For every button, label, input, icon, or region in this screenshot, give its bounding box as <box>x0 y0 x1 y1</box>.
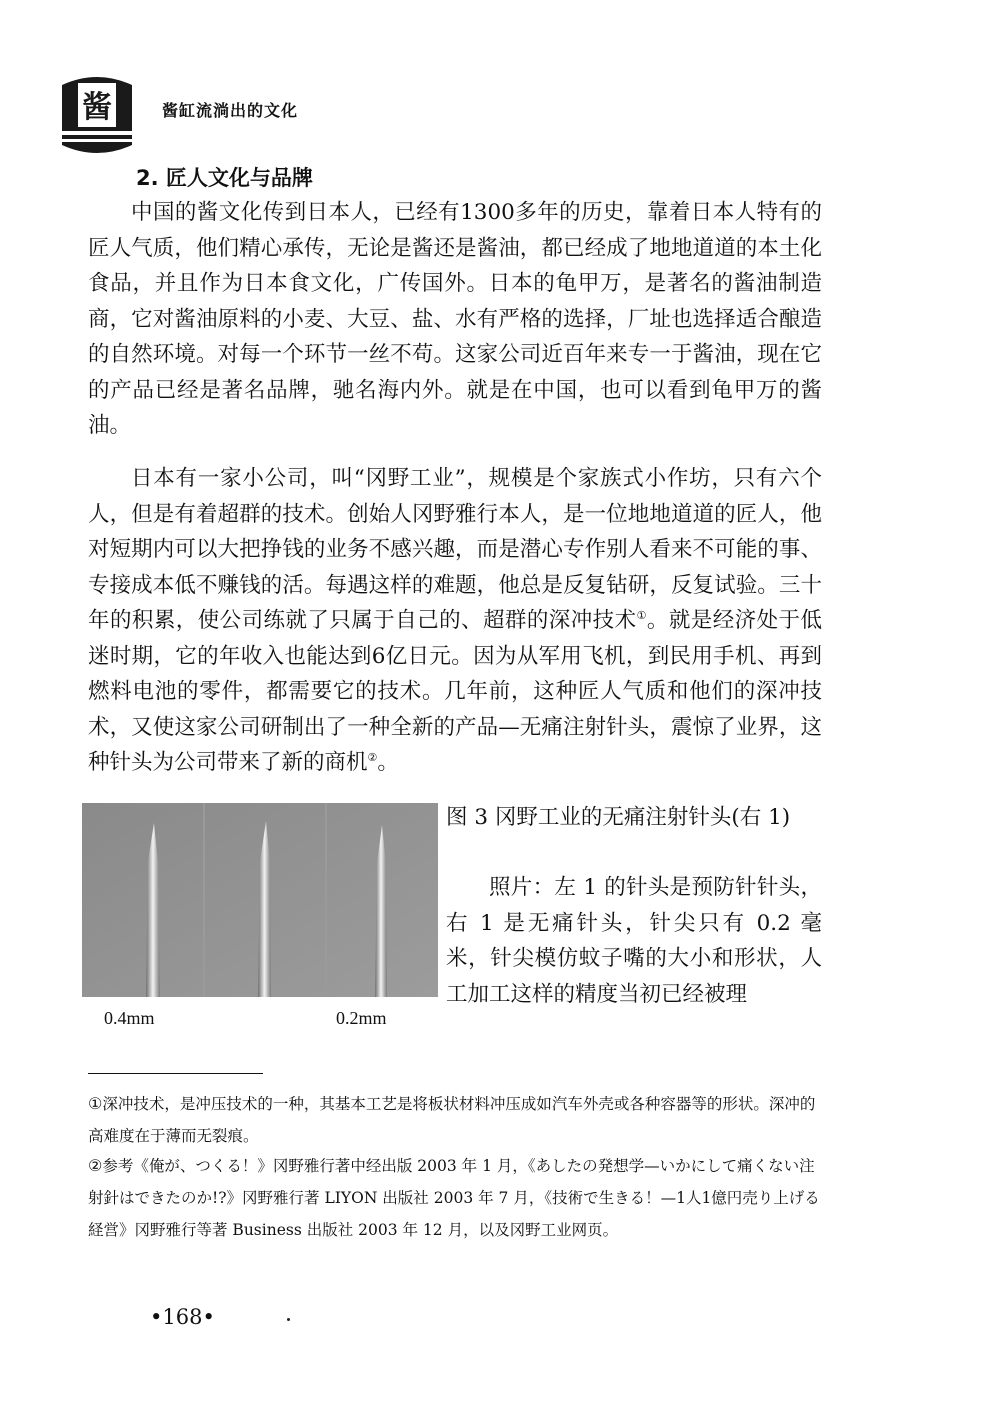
logo-glyph: 酱 <box>82 90 112 125</box>
seal-logo-icon <box>52 65 142 165</box>
footnote-1-text: 深冲技术，是冲压技术的一种，其基本工艺是将板状材料冲压成如汽车外壳或各种容器等的形状。深冲的高难度在于薄而无裂痕。 <box>88 1095 816 1145</box>
section-title: 2. 匠人文化与品牌 <box>136 166 313 190</box>
photo-label-left: 0.4mm <box>104 1008 155 1028</box>
paragraph-2-part-3: 。 <box>377 750 399 775</box>
running-title: 酱缸流淌出的文化 <box>162 101 299 120</box>
page-number: •168• <box>150 1305 215 1329</box>
footnote-ref-1: ① <box>636 608 647 622</box>
footnote-1 <box>88 1088 822 1152</box>
footnote-divider <box>88 1073 263 1074</box>
figure-caption: 图 3 冈野工业的无痛注射针头(右 1) <box>446 805 791 830</box>
paragraph-2-part-1: 日本有一家小公司，叫“冈野工业”，规模是个家族式小作坊，只有六个人，但是有着超群的技术。创始人冈野雅行本人，是一位地地道道的匠人，他对短期内可以大把挣钱的业务不感兴趣，而是潜心专作别人看来不可能的事、专接成本低不赚钱的活。每遇这样的难题，他总是反复钻研，反复试验。三十年的积累，使公司练就了只属于自己的、超群的深冲技术 <box>88 466 822 633</box>
figure-description: 照片：左 1 的针头是预防针针头，右 1 是无痛针头，针尖只有 0.2 毫米，针尖模仿蚊子嘴的大小和形状，人工加工这样的精度当初已经被理 <box>446 875 822 1007</box>
footnote-2-marker: ② <box>88 1156 103 1175</box>
footnote-2-text: 参考《俺が、つくる！》冈野雅行著中经出版 2003 年 1 月，《あしたの発想学—いかにして痛くない注射針はできたのか!?》冈野雅行著 LIYON 出版社 2003 年 7 月，《技術で生きる！—1人1億円売り上げる経営》冈野雅行等著 Business 出版社 2003 年 12 月，以及冈野工业网页。 <box>88 1157 820 1239</box>
body-paragraph-1: 中国的酱文化传到日本人，已经有1300多年的历史，靠着日本人特有的匠人气质，他们精心承传，无论是酱还是酱油，都已经成了地地道道的本土化食品，并且作为日本食文化，广传国外。日本的龟甲万，是著名的酱油制造商，它对酱油原料的小麦、大豆、盐、水有严格的选择，厂址也选择适合酿造的自然环境。对每一个环节一丝不苟。这家公司近百年来专一于酱油，现在它的产品已经是著名品牌，驰名海内外。就是在中国，也可以看到龟甲万的酱油。 <box>88 200 822 438</box>
footnote-ref-2: ② <box>367 750 378 764</box>
needle-photo <box>82 803 438 997</box>
photo-label-right: 0.2mm <box>336 1008 387 1028</box>
stray-mark <box>287 1318 290 1321</box>
footnote-2 <box>88 1150 822 1246</box>
footnote-1-marker: ① <box>88 1094 103 1113</box>
paragraph-2-part-2: 。就是经济处于低迷时期，它的年收入也能达到6亿日元。因为从军用飞机，到民用手机、再到燃料电池的零件，都需要它的技术。几年前，这种匠人气质和他们的深冲技术，又使这家公司研制出了一种全新的产品—无痛注射针头，震惊了业界，这种针头为公司带来了新的商机 <box>88 608 822 775</box>
body-paragraph-2 <box>88 461 822 781</box>
